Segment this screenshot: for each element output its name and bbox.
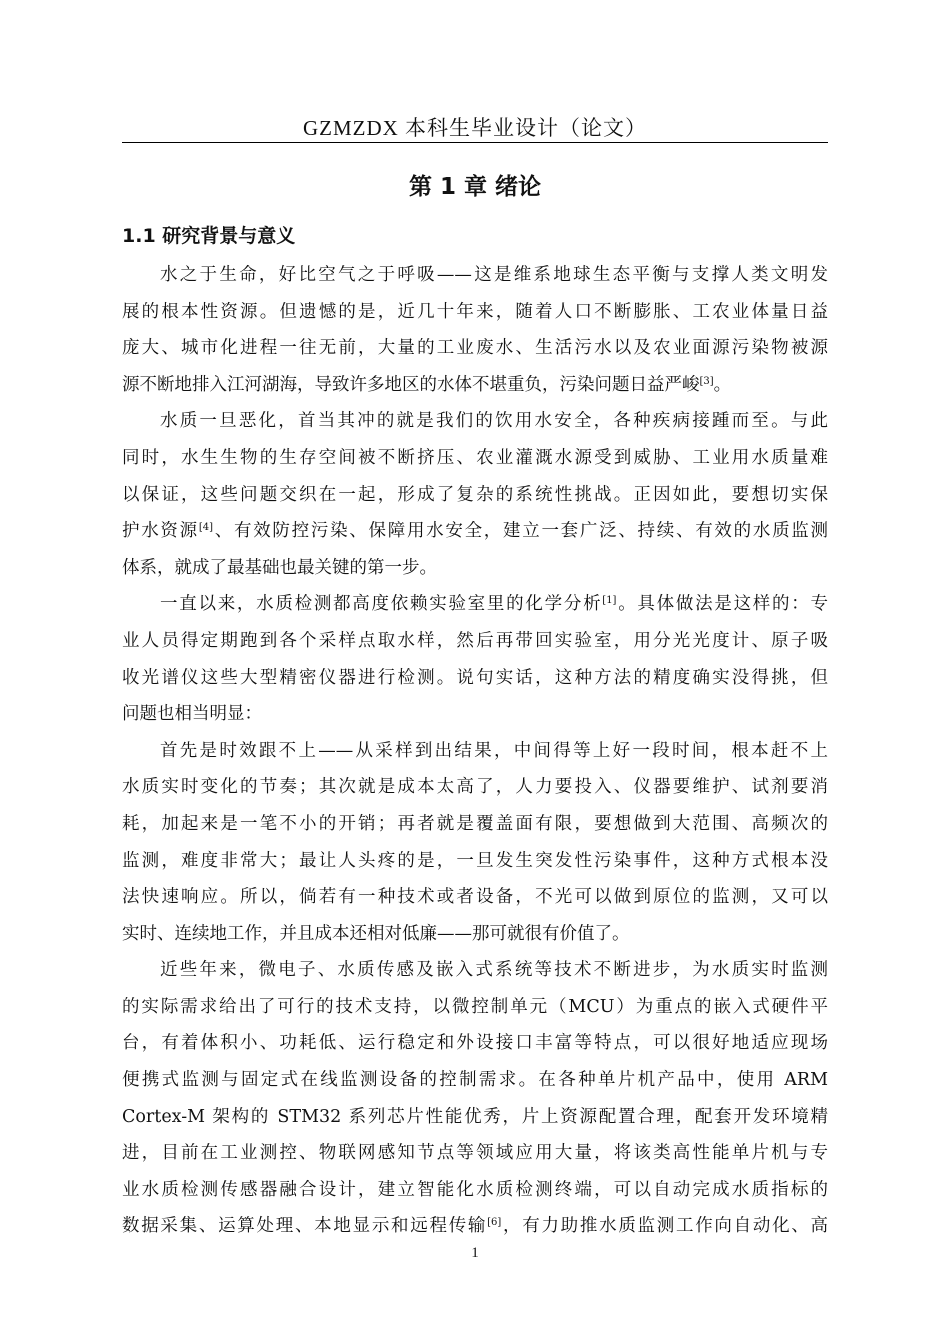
body-text [122,262,828,1250]
text-line [122,591,828,628]
text-line: 便携式监测与固定式在线监测设备的控制需求。在各种单片机产品中，使用 ARM [122,1070,828,1091]
text-line: 进，目前在工业测控、物联网感知节点等领域应用大量，将该类高性能单片机与专 [122,1143,828,1164]
citation-ref: [1] [602,595,617,607]
text-line: 水质实时变化的节奏；其次就是成本太高了，人力要投入、仪器要维护、试剂要消 [122,777,828,798]
text-line: 台，有着体积小、功耗低、运行稳定和外设接口丰富等特点，可以很好地适应现场 [122,1033,828,1054]
text-line: 收光谱仪这些大型精密仪器进行检测。说句实话，这种方法的精度确实没得挑，但 [122,667,828,688]
section-heading: 1.1 研究背景与意义 [122,225,296,247]
text-line: Cortex-M 架构的 STM32 系列芯片性能优秀，片上资源配置合理，配套开发环境精 [122,1106,828,1127]
page-number: 1 [471,1245,479,1261]
text-span: 源不断地排入江河湖海，导致许多地区的水体不堪重负，污染问题日益严峻 [122,374,700,395]
text-line [122,372,828,409]
text-line: 以保证，这些问题交织在一起，形成了复杂的系统性挑战。正因如此，要想切实保 [122,484,828,505]
header-rule [122,142,828,143]
text-span: 。 [713,374,732,395]
text-span: 数据采集、运算处理、本地显示和远程传输 [122,1216,488,1237]
text-line: 耗，加起来是一笔不小的开销；再者就是覆盖面有限，要想做到大范围、高频次的 [122,813,828,834]
text-line: 的实际需求给出了可行的技术支持，以微控制单元（MCU）为重点的嵌入式硬件平 [122,996,828,1017]
text-line: 业水质检测传感器融合设计，建立智能化水质检测终端，可以自动完成水质指标的 [122,1179,828,1200]
text-span: 。具体做法是这样的：专 [616,594,829,615]
text-span: 护水资源 [122,521,199,542]
text-line: 监测，难度非常大；最让人头疼的是，一旦发生突发性污染事件，这种方式根本没 [122,850,828,871]
text-line: 首先是时效跟不上——从采样到出结果，中间得等上好一段时间，根本赶不上 [160,740,828,761]
text-span: 一直以来，水质检测都高度依赖实验室里的化学分析 [160,594,603,615]
text-line: 近些年来，微电子、水质传感及嵌入式系统等技术不断进步，为水质实时监测 [160,960,828,981]
text-line: 法快速响应。所以，倘若有一种技术或者设备，不光可以做到原位的监测，又可以 [122,887,828,908]
text-line: 同时，水生生物的生存空间被不断挤压、农业灌溉水源受到威胁、工业用水质量难 [122,447,828,468]
text-line: 展的根本性资源。但遗憾的是，近几十年来，随着人口不断膨胀、工农业体量日益 [122,301,828,322]
text-line: 水之于生命，好比空气之于呼吸——这是维系地球生态平衡与支撑人类文明发 [160,265,828,285]
citation-ref: [4] [198,522,214,534]
text-line [122,518,828,555]
text-line: 庞大、城市化进程一往无前，大量的工业废水、生活污水以及农业面源污染物被源 [122,338,828,359]
text-line: 实时、连续地工作，并且成本还相对低廉——那可就很有价值了。 [122,923,630,944]
citation-ref: [3] [699,375,714,387]
text-line: 水质一旦恶化，首当其冲的就是我们的饮用水安全，各种疾病接踵而至。与此 [160,411,828,432]
text-span: 、有效防控污染、保障用水安全，建立一套广泛、持续、有效的水质监测 [213,521,829,542]
chapter-title: 第 1 章 绪论 [408,174,542,200]
running-header: GZMZDX 本科生毕业设计（论文） [302,116,648,140]
text-line: 业人员得定期跑到各个采样点取水样，然后再带回实验室，用分光光度计、原子吸 [122,630,828,651]
text-line: 体系，就成了最基础也最关键的第一步。 [122,557,437,578]
text-span: ，有力助推水质监测工作向自动化、高 [501,1216,829,1237]
citation-ref: [6] [487,1217,502,1229]
text-line: 问题也相当明显： [122,704,262,725]
